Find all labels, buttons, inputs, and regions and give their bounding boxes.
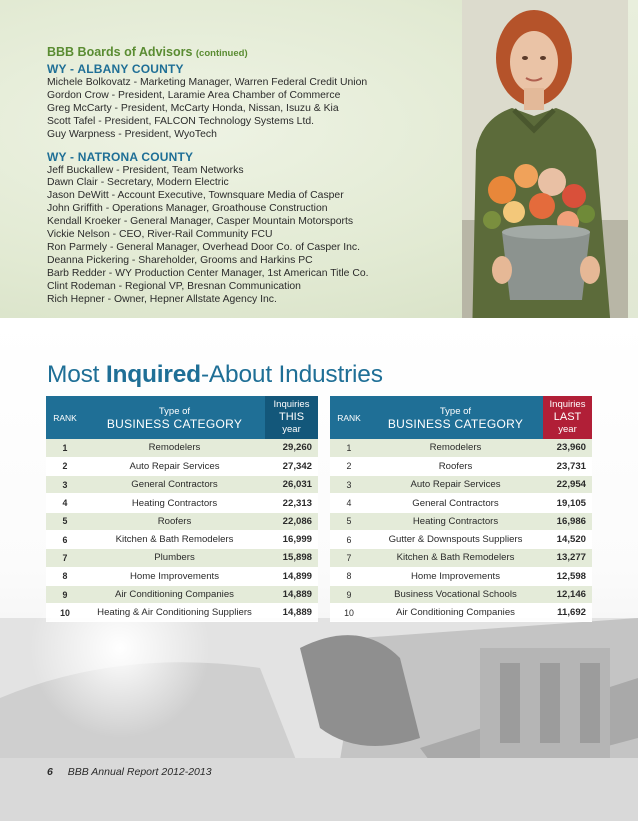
florist-illustration bbox=[462, 0, 628, 341]
advisor-member: Rich Hepner - Owner, Hepner Allstate Agency Inc. bbox=[47, 293, 277, 305]
report-title: BBB Annual Report 2012-2013 bbox=[67, 766, 212, 778]
category-cell: Business Vocational Schools bbox=[368, 585, 543, 603]
rank-cell: 7 bbox=[46, 549, 84, 567]
category-cell: Home Improvements bbox=[84, 567, 265, 585]
table-row bbox=[46, 457, 318, 475]
value-cell: 29,260 bbox=[265, 439, 318, 457]
table-header bbox=[46, 396, 318, 439]
category-cell: Heating Contractors bbox=[84, 494, 265, 512]
rank-cell: 6 bbox=[46, 530, 84, 548]
table-row bbox=[46, 494, 318, 512]
category-cell: Kitchen & Bath Remodelers bbox=[84, 530, 265, 548]
year-label: year bbox=[282, 423, 301, 435]
rank-cell: 3 bbox=[330, 476, 368, 494]
table-row bbox=[46, 439, 318, 457]
advisor-member: Deanna Pickering - Shareholder, Grooms and Harkins PC bbox=[47, 254, 313, 266]
advisor-member: Michele Bolkovatz - Marketing Manager, Warren Federal Credit Union bbox=[47, 77, 368, 88]
category-cell: General Contractors bbox=[368, 494, 543, 512]
category-cell: Roofers bbox=[84, 512, 265, 530]
inquiries-label: Inquiries bbox=[273, 398, 310, 410]
table-row bbox=[46, 549, 318, 567]
advisor-member: John Griffith - Operations Manager, Groathouse Construction bbox=[47, 203, 328, 215]
rank-cell: 2 bbox=[330, 457, 368, 475]
value-cell: 14,889 bbox=[265, 604, 318, 622]
category-cell: Heating & Air Conditioning Suppliers bbox=[84, 604, 265, 622]
advisor-member: Vickie Nelson - CEO, River-Rail Community FCU bbox=[47, 229, 273, 241]
business-category-label: BUSINESS CATEGORY bbox=[106, 416, 243, 431]
table-row bbox=[330, 439, 592, 457]
category-cell: Home Improvements bbox=[368, 567, 543, 585]
advisors-title-text: BBB Boards of Advisors bbox=[47, 45, 193, 59]
value-cell: 26,031 bbox=[265, 476, 318, 494]
table-row bbox=[330, 549, 592, 567]
table-row bbox=[46, 604, 318, 622]
advisors-title bbox=[47, 44, 457, 62]
value-cell: 16,986 bbox=[543, 512, 592, 530]
rank-cell: 8 bbox=[46, 567, 84, 585]
value-cell: 22,313 bbox=[265, 494, 318, 512]
value-cell: 16,999 bbox=[265, 530, 318, 548]
period-label: LAST bbox=[553, 411, 582, 424]
table-row bbox=[46, 476, 318, 494]
table-row bbox=[330, 530, 592, 548]
value-cell: 22,086 bbox=[265, 512, 318, 530]
rank-cell: 1 bbox=[330, 439, 368, 457]
inquiries-label: Inquiries bbox=[549, 398, 586, 410]
florist-photo bbox=[462, 0, 628, 341]
county-heading: WY - ALBANY COUNTY bbox=[47, 62, 184, 76]
value-cell: 27,342 bbox=[265, 457, 318, 475]
table-row bbox=[330, 604, 592, 622]
rank-header: RANK bbox=[46, 396, 84, 439]
table-row bbox=[330, 494, 592, 512]
table-row bbox=[46, 512, 318, 530]
category-header bbox=[368, 396, 543, 439]
advisor-member: Barb Redder - WY Production Center Manager, 1st American Title Co. bbox=[47, 267, 369, 279]
inquiries-header bbox=[543, 396, 592, 439]
year-label: year bbox=[558, 423, 577, 435]
heading-post: -About Industries bbox=[200, 361, 383, 388]
table-row bbox=[46, 567, 318, 585]
industries-heading bbox=[47, 361, 383, 389]
category-cell: Auto Repair Services bbox=[84, 457, 265, 475]
category-cell: Heating Contractors bbox=[368, 512, 543, 530]
inquiries-header bbox=[265, 396, 318, 439]
rank-cell: 5 bbox=[330, 512, 368, 530]
value-cell: 12,598 bbox=[543, 567, 592, 585]
category-header bbox=[84, 396, 265, 439]
advisors-continued: (continued) bbox=[195, 48, 248, 59]
rank-cell: 8 bbox=[330, 567, 368, 585]
rank-cell: 4 bbox=[330, 494, 368, 512]
page-number: 6 bbox=[47, 766, 53, 778]
page-footer bbox=[47, 766, 212, 778]
advisor-member: Clint Rodeman - Regional VP, Bresnan Communication bbox=[47, 280, 301, 292]
category-cell: Air Conditioning Companies bbox=[368, 604, 543, 622]
value-cell: 14,899 bbox=[265, 567, 318, 585]
value-cell: 14,520 bbox=[543, 530, 592, 548]
table-header bbox=[330, 396, 592, 439]
category-cell: Kitchen & Bath Remodelers bbox=[368, 549, 543, 567]
rank-cell: 9 bbox=[330, 585, 368, 603]
business-category-label: BUSINESS CATEGORY bbox=[387, 416, 524, 431]
category-cell: Plumbers bbox=[84, 549, 265, 567]
county-heading: WY - NATRONA COUNTY bbox=[47, 149, 194, 164]
rank-cell: 3 bbox=[46, 476, 84, 494]
value-cell: 12,146 bbox=[543, 585, 592, 603]
rank-cell: 4 bbox=[46, 494, 84, 512]
rank-cell: 5 bbox=[46, 512, 84, 530]
table-row bbox=[46, 585, 318, 603]
rank-cell: 2 bbox=[46, 457, 84, 475]
rank-cell: 6 bbox=[330, 530, 368, 548]
advisor-member: Gordon Crow - President, Laramie Area Chamber of Commerce bbox=[47, 89, 341, 101]
rank-header: RANK bbox=[330, 396, 368, 439]
advisor-member: Guy Warpness - President, WyoTech bbox=[47, 128, 217, 140]
rank-cell: 9 bbox=[46, 585, 84, 603]
value-cell: 23,960 bbox=[543, 439, 592, 457]
category-cell: Gutter & Downspouts Suppliers bbox=[368, 530, 543, 548]
heading-bold: Inquired bbox=[105, 361, 201, 388]
this-year-table bbox=[46, 396, 318, 622]
table-row bbox=[330, 585, 592, 603]
category-cell: Remodelers bbox=[368, 439, 543, 457]
heading-pre: Most bbox=[47, 361, 106, 388]
last-year-table bbox=[330, 396, 592, 622]
table-row bbox=[330, 512, 592, 530]
rank-cell: 10 bbox=[330, 604, 368, 622]
rank-cell: 10 bbox=[46, 604, 84, 622]
category-cell: Air Conditioning Companies bbox=[84, 585, 265, 603]
table-row bbox=[330, 476, 592, 494]
table-row bbox=[46, 530, 318, 548]
advisors-list bbox=[47, 44, 457, 307]
advisor-member: Jason DeWitt - Account Executive, Townsquare Media of Casper bbox=[47, 190, 344, 202]
value-cell: 23,731 bbox=[543, 457, 592, 475]
advisor-member: Kendall Kroeker - General Manager, Casper Mountain Motorsports bbox=[47, 216, 354, 228]
type-of-label: Type of bbox=[158, 405, 191, 417]
table-row bbox=[330, 567, 592, 585]
value-cell: 14,889 bbox=[265, 585, 318, 603]
period-label: THIS bbox=[278, 411, 305, 424]
category-cell: Remodelers bbox=[84, 439, 265, 457]
advisor-member: Greg McCarty - President, McCarty Honda, Nissan, Isuzu & Kia bbox=[47, 102, 339, 114]
advisor-member: Scott Tafel - President, FALCON Technology Systems Ltd. bbox=[47, 115, 315, 127]
value-cell: 13,277 bbox=[543, 549, 592, 567]
value-cell: 15,898 bbox=[265, 549, 318, 567]
value-cell: 22,954 bbox=[543, 476, 592, 494]
type-of-label: Type of bbox=[439, 405, 472, 417]
advisor-member: Jeff Buckallew - President, Team Networks bbox=[47, 164, 244, 176]
rank-cell: 1 bbox=[46, 439, 84, 457]
advisor-member: Ron Parmely - General Manager, Overhead Door Co. of Casper Inc. bbox=[47, 241, 361, 253]
value-cell: 19,105 bbox=[543, 494, 592, 512]
value-cell: 11,692 bbox=[543, 604, 592, 622]
category-cell: Auto Repair Services bbox=[368, 476, 543, 494]
advisor-member: Dawn Clair - Secretary, Modern Electric bbox=[47, 177, 229, 189]
category-cell: General Contractors bbox=[84, 476, 265, 494]
category-cell: Roofers bbox=[368, 457, 543, 475]
rank-cell: 7 bbox=[330, 549, 368, 567]
table-row bbox=[330, 457, 592, 475]
